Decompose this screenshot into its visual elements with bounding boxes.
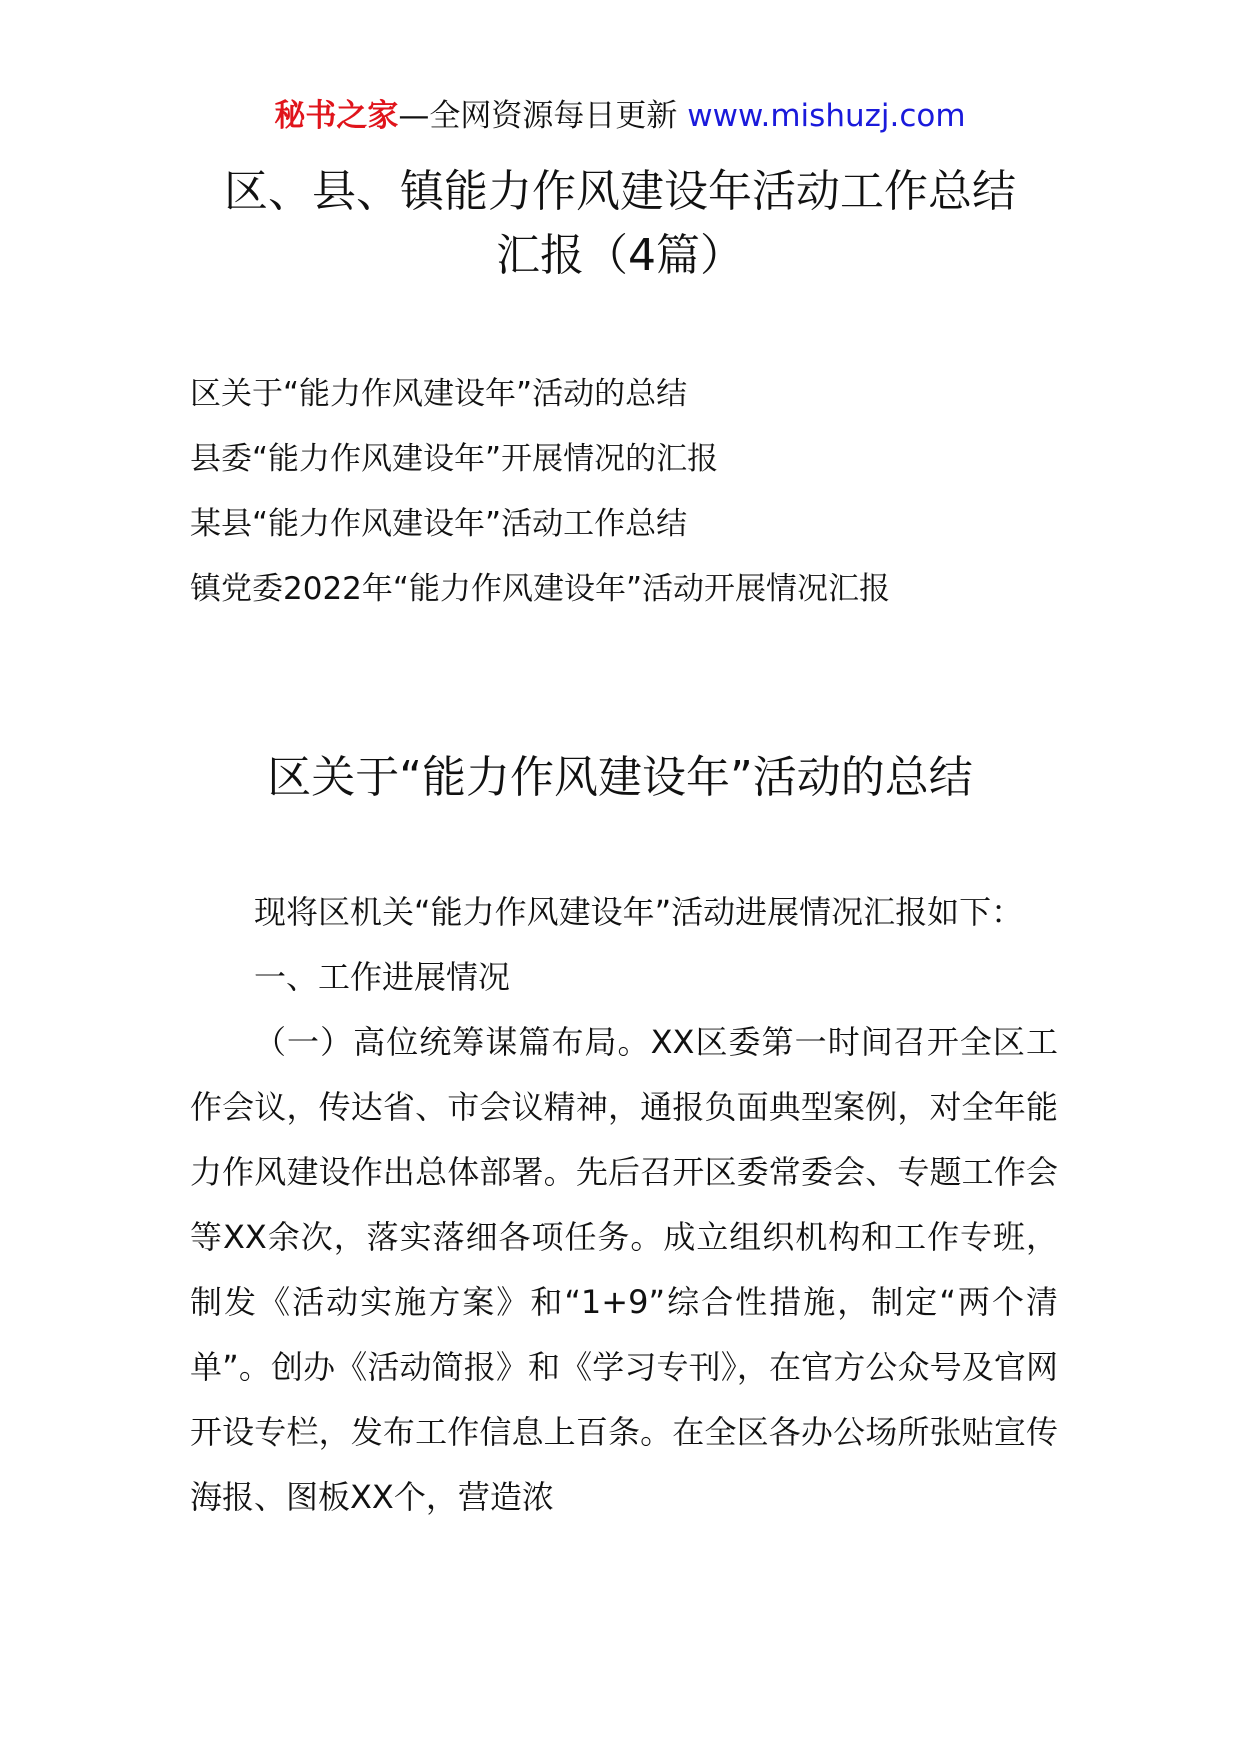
watermark-header bbox=[0, 98, 1240, 135]
toc-item: 某县“能力作风建设年”活动工作总结 bbox=[190, 506, 688, 542]
section-body bbox=[190, 880, 1058, 1530]
body-paragraph: 现将区机关“能力作风建设年”活动进展情况汇报如下： bbox=[254, 893, 1024, 931]
toc-item: 区关于“能力作风建设年”活动的总结 bbox=[190, 376, 688, 412]
document-title bbox=[0, 160, 1240, 288]
watermark-brand: 秘书之家 bbox=[274, 98, 399, 134]
toc-item: 镇党委2022年“能力作风建设年”活动开展情况汇报 bbox=[190, 571, 891, 607]
document-title-line2: 汇报（4篇） bbox=[496, 230, 744, 281]
section-title: 区关于“能力作风建设年”活动的总结 bbox=[267, 752, 973, 803]
document-title-line1: 区、县、镇能力作风建设年活动工作总结 bbox=[224, 166, 1016, 217]
body-paragraph: （一）高位统筹谋篇布局。XX区委第一时间召开全区工作会议，传达省、市会议精神，通报负面典型案例，对全年能力作风建设作出总体部署。先后召开区委常委会、专题工作会等XX余次，落实落细各项任务。成立组织机构和工作专班，制发《活动实施方案》和“1+9”综合性措施，制定“两个清单”。创办《活动简报》和《学习专刊》，在官方公众号及官网开设专栏，发布工作信息上百条。在全区各办公场所张贴宣传海报、图板XX个，营造浓 bbox=[190, 1023, 1058, 1516]
table-of-contents bbox=[190, 362, 890, 622]
watermark-slogan: —全网资源每日更新 bbox=[398, 98, 688, 134]
toc-item: 县委“能力作风建设年”开展情况的汇报 bbox=[190, 441, 719, 477]
watermark-url[interactable]: www.mishuzj.com bbox=[687, 98, 966, 134]
body-heading: 一、工作进展情况 bbox=[254, 958, 511, 996]
